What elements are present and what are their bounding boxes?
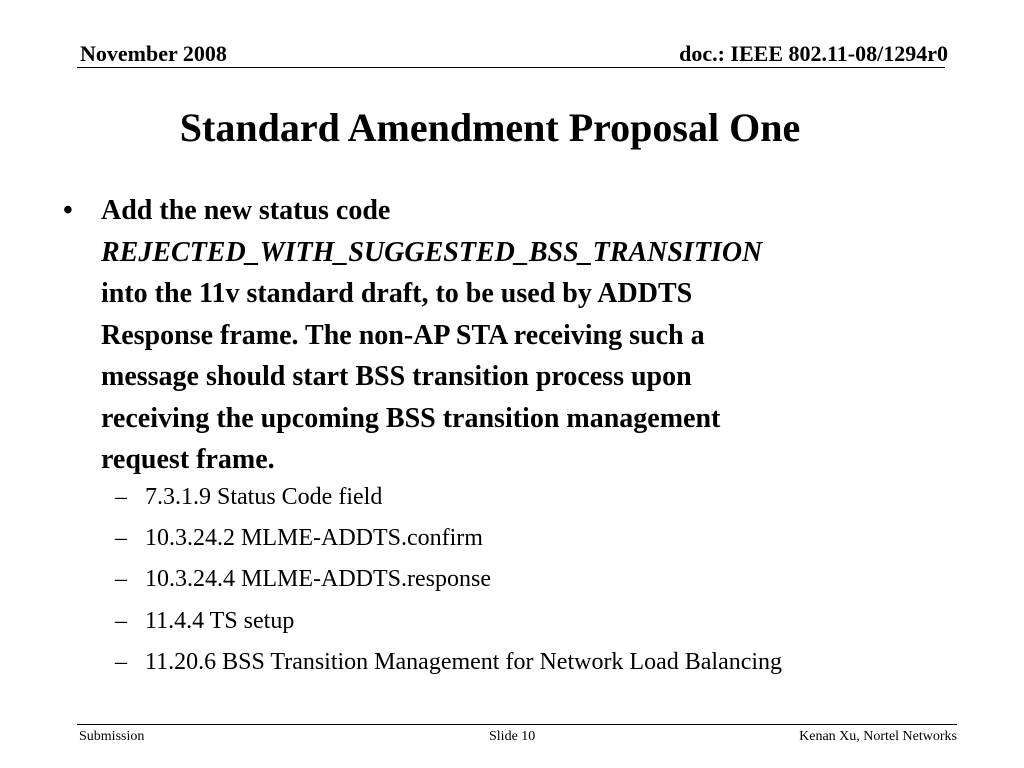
header-doc-id: doc.: IEEE 802.11-08/1294r0 [679, 41, 948, 66]
dash-icon: – [115, 648, 127, 675]
slide-title: Standard Amendment Proposal One [179, 105, 801, 150]
main-bullet-line-3: into the 11v standard draft, to be used by ADDTS [101, 278, 693, 309]
sub-bullet-item [115, 602, 975, 643]
footer-submission-label: Submission [79, 729, 145, 744]
status-code-name: REJECTED_WITH_SUGGESTED_BSS_TRANSITION [101, 236, 763, 268]
header-divider [77, 67, 945, 68]
sub-bullet-item [115, 643, 975, 684]
sub-bullet-text: 11.4.4 TS setup [145, 607, 295, 634]
bullet-dot-icon: • [63, 195, 73, 226]
dash-icon: – [115, 607, 127, 634]
sub-bullet-item [115, 478, 975, 519]
sub-bullet-text: 10.3.24.2 MLME-ADDTS.confirm [145, 525, 483, 552]
sub-bullet-text: 7.3.1.9 Status Code field [145, 484, 383, 510]
dash-icon: – [115, 484, 127, 510]
footer-divider [77, 724, 957, 725]
sub-bullet-list [115, 478, 975, 684]
footer-author: Kenan Xu, Nortel Networks [799, 729, 957, 744]
slide-number: Slide 10 [489, 729, 536, 744]
main-bullet-line-6: receiving the upcoming BSS transition management [101, 402, 721, 434]
main-bullet-line-7: request frame. [101, 444, 275, 475]
sub-bullet-text: 10.3.24.4 MLME-ADDTS.response [145, 566, 491, 593]
dash-icon: – [115, 566, 127, 593]
sub-bullet-item [115, 560, 975, 601]
main-bullet-line-1: Add the new status code [101, 195, 391, 226]
main-bullet-line-5: message should start BSS transition process upon [101, 361, 692, 392]
sub-bullet-item [115, 519, 975, 560]
header-date: November 2008 [80, 41, 227, 66]
dash-icon: – [115, 525, 127, 552]
sub-bullet-text: 11.20.6 BSS Transition Management for Network Load Balancing [145, 648, 783, 675]
main-bullet-line-4: Response frame. The non-AP STA receiving such a [101, 319, 705, 351]
main-bullet-text [101, 190, 911, 481]
